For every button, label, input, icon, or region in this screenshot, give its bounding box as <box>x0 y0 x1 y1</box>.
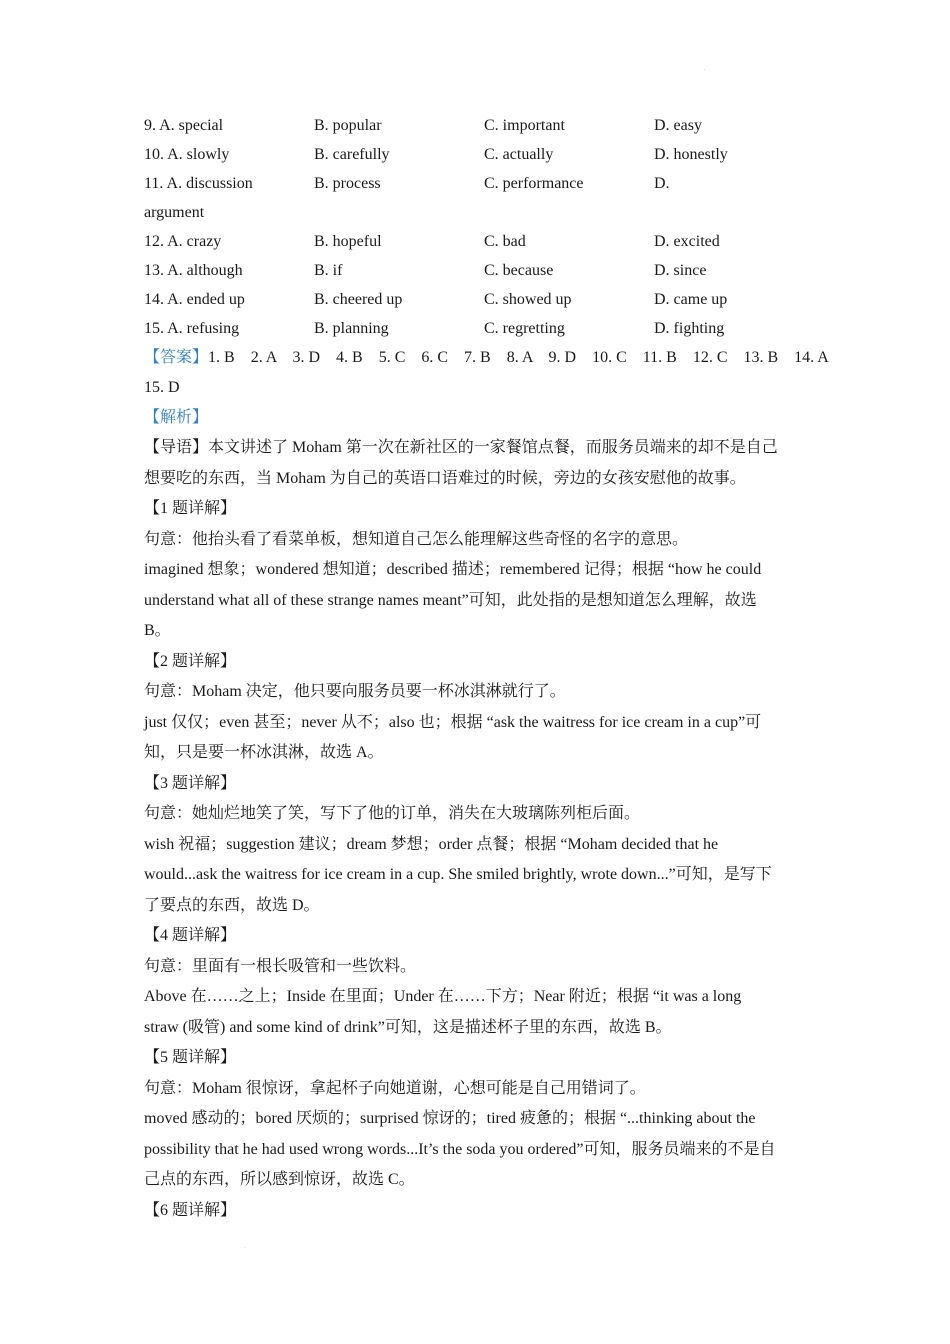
section-line: 句意：他抬头看了看菜单板，想知道自己怎么能理解这些奇怪的名字的意思。 <box>144 530 689 548</box>
option-d: D. fighting <box>654 320 725 337</box>
section-line: 了要点的东西，故选 D。 <box>144 896 320 914</box>
answer-tag: 【答案】 <box>144 349 209 366</box>
option-b: B. cheered up <box>314 291 403 308</box>
section-6 <box>144 1196 824 1227</box>
option-a: 12. A. crazy <box>144 233 222 250</box>
section-line: wish 祝福；suggestion 建议；dream 梦想；order 点餐；根据 “Moham decided that he <box>144 835 719 853</box>
answer-list: 1. B 2. A 3. D 4. B 5. C 6. C 7. B 8. A 9. D 10. C 11. B 12. C 13. B 14. A <box>208 349 829 366</box>
footer-dot: . <box>244 1244 246 1250</box>
header-dot: . <box>704 66 706 72</box>
section-line: Above 在……之上；Inside 在里面；Under 在……下方；Near 附近；根据 “it was a long <box>144 988 742 1005</box>
section-heading: 【6 题详解】 <box>144 1201 237 1219</box>
section-line: 知，只是要一杯冰淇淋，故选 A。 <box>144 744 384 761</box>
section-heading: 【3 题详解】 <box>144 774 237 792</box>
option-a: 14. A. ended up <box>144 291 245 308</box>
intro-paragraph <box>144 433 824 494</box>
option-row-12 <box>144 227 824 256</box>
option-b: B. popular <box>314 117 382 134</box>
section-line: 己点的东西，所以感到惊讶，故选 C。 <box>144 1171 415 1188</box>
option-11-wrap: argument <box>144 204 205 221</box>
option-d: D. honestly <box>654 146 728 163</box>
option-b: B. if <box>314 262 343 279</box>
section-line: straw (吸管) and some kind of drink”可知，这是描述杯子里的东西，故选 B。 <box>144 1018 672 1036</box>
option-c: C. showed up <box>484 291 572 308</box>
option-b: B. hopeful <box>314 233 382 250</box>
section-line: 句意：里面有一根长吸管和一些饮料。 <box>144 957 417 975</box>
section-line: 句意：Moham 很惊讶，拿起杯子向她道谢，心想可能是自己用错词了。 <box>144 1079 646 1097</box>
option-b: B. carefully <box>314 146 390 163</box>
answer-line <box>144 343 829 373</box>
analysis-tag: 【解析】 <box>144 409 209 426</box>
option-a: 10. A. slowly <box>144 146 230 163</box>
option-d: D. since <box>654 262 707 279</box>
section-line: would...ask the waitress for ice cream in a cup. She smiled brightly, wrote down...”可知，是写下 <box>144 866 772 883</box>
intro-line: 【导语】本文讲述了 Moham 第一次在新社区的一家餐馆点餐，而服务员端来的却不是自己 <box>144 439 778 456</box>
section-heading: 【1 题详解】 <box>144 500 237 517</box>
section-line: possibility that he had used wrong words...It’s the soda you ordered”可知，服务员端来的不是自 <box>144 1140 776 1158</box>
section-5 <box>144 1043 824 1196</box>
section-2 <box>144 647 824 769</box>
option-a: 11. A. discussion <box>144 175 253 192</box>
section-line: 句意：她灿烂地笑了笑，写下了他的订单，消失在大玻璃陈列柜后面。 <box>144 805 641 822</box>
option-c: C. important <box>484 117 565 134</box>
section-line: just 仅仅；even 甚至；never 从不；also 也；根据 “ask the waitress for ice cream in a cup”可 <box>144 713 762 731</box>
option-d: D. <box>654 175 670 192</box>
option-row-11 <box>144 169 824 198</box>
option-c: C. regretting <box>484 320 565 337</box>
option-row-9 <box>144 111 824 140</box>
option-d: D. easy <box>654 117 702 134</box>
option-row-13 <box>144 256 824 285</box>
option-row-14 <box>144 285 824 314</box>
option-c: C. actually <box>484 146 554 163</box>
section-line: 句意：Moham 决定，他只要向服务员要一杯冰淇淋就行了。 <box>144 683 566 700</box>
section-heading: 【4 题详解】 <box>144 927 237 944</box>
option-a: 13. A. although <box>144 262 243 279</box>
section-1 <box>144 494 824 647</box>
section-line: moved 感动的；bored 厌烦的；surprised 惊讶的；tired 疲惫的；根据 “...thinking about the <box>144 1110 756 1127</box>
option-row-15 <box>144 314 824 343</box>
option-b: B. planning <box>314 320 389 337</box>
option-a: 9. A. special <box>144 117 224 134</box>
answer-line-2: 15. D <box>144 379 180 396</box>
option-row-10 <box>144 140 824 169</box>
option-c: C. bad <box>484 233 526 250</box>
option-d: D. excited <box>654 233 720 250</box>
section-heading: 【2 题详解】 <box>144 652 237 670</box>
section-line: understand what all of these strange names meant”可知，此处指的是想知道怎么理解，故选 <box>144 591 757 609</box>
section-line: imagined 想象；wondered 想知道；described 描述；remembered 记得；根据 “how he could <box>144 561 762 578</box>
section-4 <box>144 921 824 1043</box>
section-3 <box>144 769 824 922</box>
option-a: 15. A. refusing <box>144 320 240 337</box>
option-c: C. performance <box>484 175 584 192</box>
intro-line: 想要吃的东西，当 Moham 为自己的英语口语难过的时候，旁边的女孩安慰他的故事。 <box>144 469 746 487</box>
option-d: D. came up <box>654 291 728 308</box>
option-b: B. process <box>314 175 381 192</box>
document-page <box>144 111 829 1226</box>
section-line: B。 <box>144 622 171 639</box>
option-c: C. because <box>484 262 554 279</box>
section-heading: 【5 题详解】 <box>144 1049 237 1066</box>
options-table <box>144 111 824 343</box>
